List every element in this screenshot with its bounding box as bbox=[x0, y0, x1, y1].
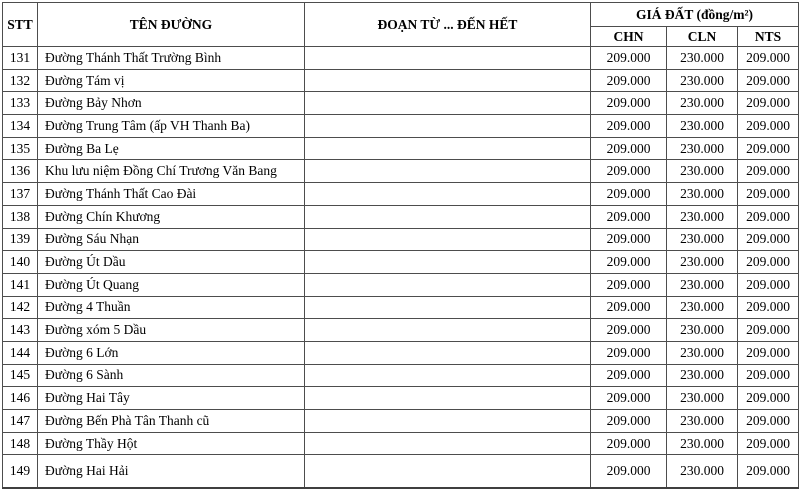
cell-ten-duong: Đường 6 Sành bbox=[38, 364, 305, 387]
cell-stt: 138 bbox=[3, 205, 38, 228]
cell-doan bbox=[305, 183, 591, 206]
cell-stt: 134 bbox=[3, 115, 38, 138]
table-row bbox=[3, 69, 799, 92]
cell-chn: 209.000 bbox=[591, 115, 667, 138]
col-header-cln: CLN bbox=[667, 27, 738, 47]
cell-nts: 209.000 bbox=[738, 47, 799, 70]
cell-ten-duong: Đường Thánh Thất Cao Đài bbox=[38, 183, 305, 206]
cell-cln: 230.000 bbox=[667, 251, 738, 274]
col-header-chn: CHN bbox=[591, 27, 667, 47]
cell-chn: 209.000 bbox=[591, 137, 667, 160]
table-row bbox=[3, 319, 799, 342]
cell-ten-duong: Đường 6 Lớn bbox=[38, 341, 305, 364]
table-header bbox=[3, 3, 799, 47]
cell-doan bbox=[305, 137, 591, 160]
cell-ten-duong: Đường Bảy Nhơn bbox=[38, 92, 305, 115]
cell-doan bbox=[305, 47, 591, 70]
cell-nts: 209.000 bbox=[738, 432, 799, 455]
cell-doan bbox=[305, 273, 591, 296]
cell-ten-duong: Đường Hai Tây bbox=[38, 387, 305, 410]
land-price-table bbox=[2, 2, 799, 489]
cell-cln: 230.000 bbox=[667, 137, 738, 160]
cell-stt: 136 bbox=[3, 160, 38, 183]
cell-ten-duong: Đường Thầy Hột bbox=[38, 432, 305, 455]
cell-stt: 144 bbox=[3, 341, 38, 364]
col-header-doan: ĐOẠN TỪ ... ĐẾN HẾT bbox=[305, 3, 591, 47]
cell-stt: 146 bbox=[3, 387, 38, 410]
table-row bbox=[3, 364, 799, 387]
cell-ten-duong: Đường Tám vị bbox=[38, 69, 305, 92]
table-body bbox=[3, 47, 799, 488]
cell-nts: 209.000 bbox=[738, 410, 799, 433]
cell-cln: 230.000 bbox=[667, 319, 738, 342]
cell-ten-duong: Đường Sáu Nhạn bbox=[38, 228, 305, 251]
cell-nts: 209.000 bbox=[738, 92, 799, 115]
cell-stt: 131 bbox=[3, 47, 38, 70]
cell-stt: 143 bbox=[3, 319, 38, 342]
cell-doan bbox=[305, 364, 591, 387]
table-row bbox=[3, 228, 799, 251]
cell-nts: 209.000 bbox=[738, 69, 799, 92]
cell-doan bbox=[305, 115, 591, 138]
cell-cln: 230.000 bbox=[667, 228, 738, 251]
cell-ten-duong: Đường Thánh Thất Trường Bình bbox=[38, 47, 305, 70]
cell-chn: 209.000 bbox=[591, 341, 667, 364]
cell-chn: 209.000 bbox=[591, 205, 667, 228]
cell-doan bbox=[305, 92, 591, 115]
cell-nts: 209.000 bbox=[738, 251, 799, 274]
cell-stt: 141 bbox=[3, 273, 38, 296]
cell-ten-duong: Đường Chín Khương bbox=[38, 205, 305, 228]
cell-doan bbox=[305, 410, 591, 433]
header-row-main bbox=[3, 3, 799, 27]
cell-stt: 133 bbox=[3, 92, 38, 115]
cell-cln: 230.000 bbox=[667, 47, 738, 70]
cell-chn: 209.000 bbox=[591, 228, 667, 251]
table-row bbox=[3, 251, 799, 274]
cell-cln: 230.000 bbox=[667, 92, 738, 115]
cell-nts: 209.000 bbox=[738, 273, 799, 296]
table-row bbox=[3, 387, 799, 410]
cell-cln: 230.000 bbox=[667, 205, 738, 228]
cell-chn: 209.000 bbox=[591, 251, 667, 274]
cell-chn: 209.000 bbox=[591, 47, 667, 70]
table-row bbox=[3, 432, 799, 455]
cell-cln: 230.000 bbox=[667, 115, 738, 138]
cell-ten-duong: Đường Út Dầu bbox=[38, 251, 305, 274]
cell-stt: 132 bbox=[3, 69, 38, 92]
cell-stt: 140 bbox=[3, 251, 38, 274]
cell-chn: 209.000 bbox=[591, 432, 667, 455]
cell-stt: 135 bbox=[3, 137, 38, 160]
cell-nts: 209.000 bbox=[738, 455, 799, 488]
table-row bbox=[3, 205, 799, 228]
cell-cln: 230.000 bbox=[667, 69, 738, 92]
cell-nts: 209.000 bbox=[738, 160, 799, 183]
cell-nts: 209.000 bbox=[738, 183, 799, 206]
cell-cln: 230.000 bbox=[667, 364, 738, 387]
table-row bbox=[3, 183, 799, 206]
cell-ten-duong: Đường Út Quang bbox=[38, 273, 305, 296]
col-header-stt: STT bbox=[3, 3, 38, 47]
cell-stt: 147 bbox=[3, 410, 38, 433]
cell-chn: 209.000 bbox=[591, 410, 667, 433]
cell-doan bbox=[305, 296, 591, 319]
cell-ten-duong: Đường 4 Thuần bbox=[38, 296, 305, 319]
cell-nts: 209.000 bbox=[738, 296, 799, 319]
table-row bbox=[3, 296, 799, 319]
cell-cln: 230.000 bbox=[667, 160, 738, 183]
cell-cln: 230.000 bbox=[667, 296, 738, 319]
cell-ten-duong: Đường Ba Lẹ bbox=[38, 137, 305, 160]
cell-cln: 230.000 bbox=[667, 410, 738, 433]
cell-stt: 149 bbox=[3, 455, 38, 488]
table-row bbox=[3, 341, 799, 364]
col-header-gia-dat: GIÁ ĐẤT (đồng/m²) bbox=[591, 3, 799, 27]
cell-ten-duong: Đường xóm 5 Dầu bbox=[38, 319, 305, 342]
table-row bbox=[3, 92, 799, 115]
cell-nts: 209.000 bbox=[738, 115, 799, 138]
cell-chn: 209.000 bbox=[591, 319, 667, 342]
cell-cln: 230.000 bbox=[667, 273, 738, 296]
cell-nts: 209.000 bbox=[738, 319, 799, 342]
cell-doan bbox=[305, 455, 591, 488]
cell-stt: 139 bbox=[3, 228, 38, 251]
cell-chn: 209.000 bbox=[591, 364, 667, 387]
cell-chn: 209.000 bbox=[591, 296, 667, 319]
cell-doan bbox=[305, 341, 591, 364]
cell-nts: 209.000 bbox=[738, 137, 799, 160]
table-row bbox=[3, 115, 799, 138]
cell-doan bbox=[305, 432, 591, 455]
table-row bbox=[3, 455, 799, 488]
cell-stt: 142 bbox=[3, 296, 38, 319]
cell-nts: 209.000 bbox=[738, 228, 799, 251]
cell-stt: 145 bbox=[3, 364, 38, 387]
cell-chn: 209.000 bbox=[591, 273, 667, 296]
cell-chn: 209.000 bbox=[591, 387, 667, 410]
cell-cln: 230.000 bbox=[667, 341, 738, 364]
cell-nts: 209.000 bbox=[738, 364, 799, 387]
cell-ten-duong: Đường Trung Tâm (ấp VH Thanh Ba) bbox=[38, 115, 305, 138]
cell-doan bbox=[305, 69, 591, 92]
cell-nts: 209.000 bbox=[738, 387, 799, 410]
cell-stt: 137 bbox=[3, 183, 38, 206]
cell-ten-duong: Đường Bến Phà Tân Thanh cũ bbox=[38, 410, 305, 433]
cell-chn: 209.000 bbox=[591, 160, 667, 183]
cell-stt: 148 bbox=[3, 432, 38, 455]
cell-ten-duong: Đường Hai Hải bbox=[38, 455, 305, 488]
cell-nts: 209.000 bbox=[738, 205, 799, 228]
cell-nts: 209.000 bbox=[738, 341, 799, 364]
cell-doan bbox=[305, 319, 591, 342]
col-header-nts: NTS bbox=[738, 27, 799, 47]
cell-chn: 209.000 bbox=[591, 92, 667, 115]
cell-doan bbox=[305, 205, 591, 228]
cell-doan bbox=[305, 387, 591, 410]
cell-doan bbox=[305, 251, 591, 274]
col-header-ten-duong: TÊN ĐƯỜNG bbox=[38, 3, 305, 47]
cell-cln: 230.000 bbox=[667, 387, 738, 410]
table-row bbox=[3, 160, 799, 183]
cell-chn: 209.000 bbox=[591, 455, 667, 488]
table-row bbox=[3, 137, 799, 160]
cell-chn: 209.000 bbox=[591, 69, 667, 92]
table-row bbox=[3, 410, 799, 433]
cell-cln: 230.000 bbox=[667, 183, 738, 206]
cell-chn: 209.000 bbox=[591, 183, 667, 206]
table-row bbox=[3, 273, 799, 296]
table-row bbox=[3, 47, 799, 70]
cell-ten-duong: Khu lưu niệm Đồng Chí Trương Văn Bang bbox=[38, 160, 305, 183]
cell-cln: 230.000 bbox=[667, 432, 738, 455]
cell-cln: 230.000 bbox=[667, 455, 738, 488]
cell-doan bbox=[305, 228, 591, 251]
cell-doan bbox=[305, 160, 591, 183]
